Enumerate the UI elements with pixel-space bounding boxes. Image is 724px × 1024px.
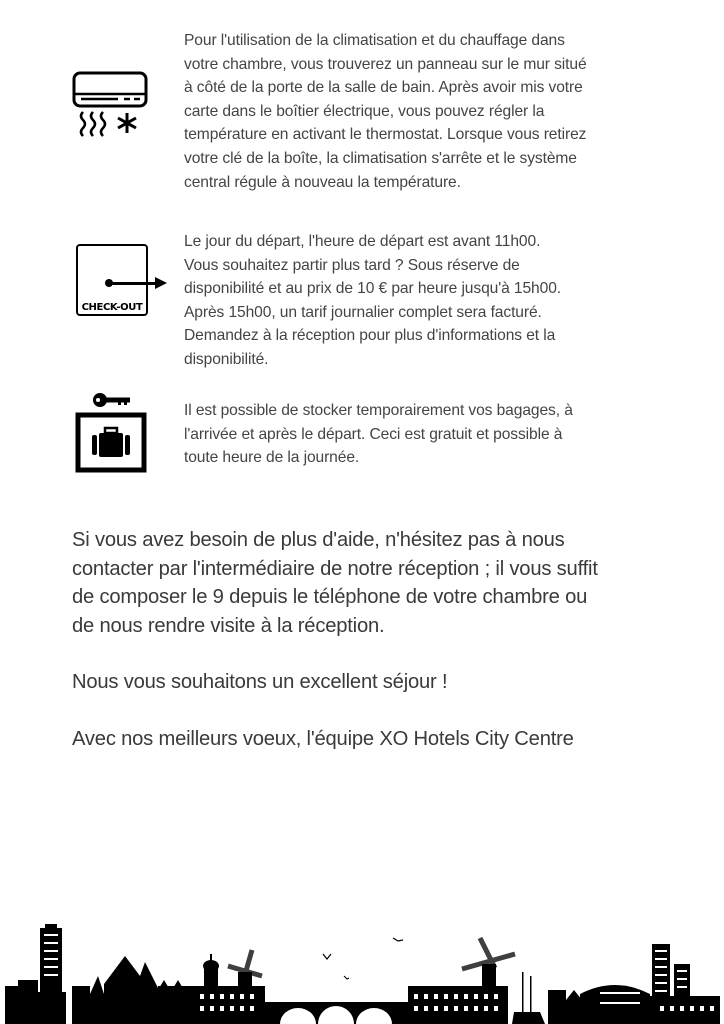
text-line: Vous souhaitez partir plus tard ? Sous réserve de: [184, 256, 520, 274]
text-line: disponibilité et au prix de 10 € par heure jusqu'à 15h00.: [184, 280, 561, 298]
text-line: température en activant le thermostat. Lorsque vous retirez: [184, 126, 587, 144]
city-skyline-illustration: [0, 914, 724, 1024]
text-line: de composer le 9 depuis le téléphone de votre chambre ou: [72, 586, 588, 609]
check-out-icon: [76, 244, 168, 320]
text-line: votre chambre, vous trouverez un panneau sur le mur situé: [184, 55, 587, 73]
air-conditioner-icon: [70, 70, 150, 138]
text-line: carte dans le boîtier électrique, vous pouvez régler la: [184, 102, 545, 120]
wish-text: [72, 668, 672, 697]
text-line: Avec nos meilleurs voeux, l'équipe XO Hotels City Centre: [72, 728, 574, 750]
text-line: Il est possible de stocker temporairement vos bagages, à: [184, 402, 573, 419]
text-line: Demandez à la réception pour plus d'informations et la: [184, 327, 556, 345]
air-conditioning-text: [184, 29, 654, 194]
text-line: Après 15h00, un tarif journalier complet sera facturé.: [184, 303, 542, 321]
text-line: votre clé de la boîte, la climatisation s'arrête et le système: [184, 149, 577, 167]
bridge-arches: [280, 1006, 392, 1024]
check-out-label: CHECK-OUT: [81, 302, 143, 313]
signature-text: [72, 725, 672, 754]
text-line: l'arrivée et après le départ. Ceci est gratuit et possible à: [184, 425, 563, 443]
text-line: disponibilité.: [184, 350, 269, 368]
luggage-storage-icon: [74, 388, 150, 474]
text-line: Le jour du départ, l'heure de départ est avant 11h00.: [184, 233, 541, 250]
text-line: central régule à nouveau la température.: [184, 173, 461, 191]
check-out-text: [184, 230, 654, 372]
tower: [40, 928, 62, 998]
text-line: de nous rendre visite à la réception.: [72, 614, 385, 637]
text-line: toute heure de la journée.: [184, 449, 360, 467]
text-line: Pour l'utilisation de la climatisation et du chauffage dans: [184, 32, 565, 49]
luggage-text: [184, 399, 654, 470]
suitcase-icon: [92, 428, 130, 457]
text-line: contacter par l'intermédiaire de notre réception ; il vous suffit: [72, 557, 598, 580]
text-line: Nous vous souhaitons un excellent séjour !: [72, 671, 448, 693]
help-paragraph: [72, 526, 672, 640]
key-icon: [93, 393, 130, 407]
text-line: à côté de la porte de la salle de bain. Après avoir mis votre: [184, 79, 583, 97]
text-line: Si vous avez besoin de plus d'aide, n'hésitez pas à nous: [72, 529, 565, 551]
